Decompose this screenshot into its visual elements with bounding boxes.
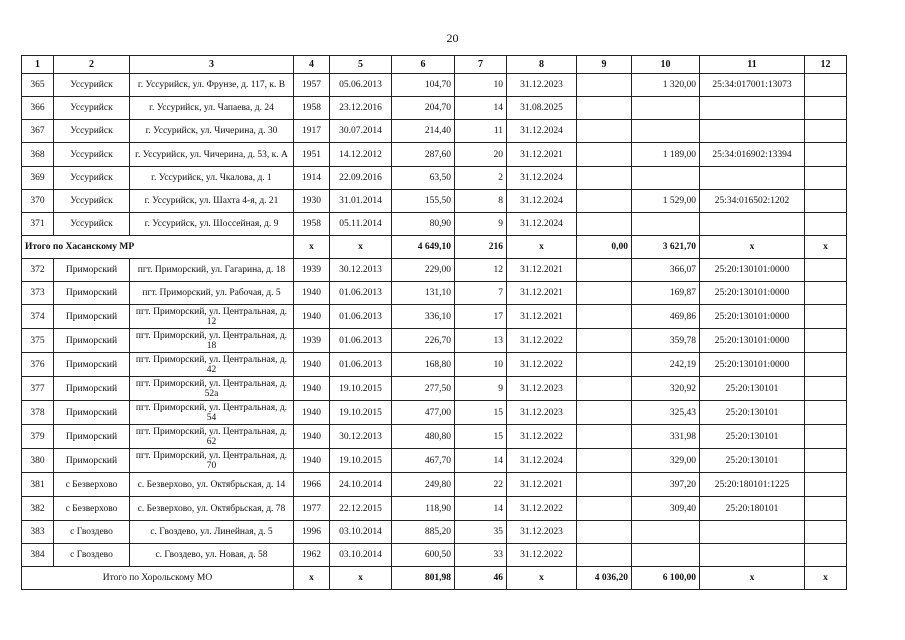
table-cell: пгт. Приморский, ул. Центральная, д. 62 <box>130 425 294 449</box>
table-cell: 374 <box>22 305 54 329</box>
header-cell: 10 <box>632 56 700 74</box>
table-cell: Приморский <box>54 329 130 353</box>
subtotal-cell: х <box>700 236 805 259</box>
table-cell: 329,00 <box>632 449 700 473</box>
header-cell: 4 <box>294 56 330 74</box>
table-cell: 31.12.2023 <box>507 401 577 425</box>
table-cell: 249,80 <box>392 473 455 497</box>
table-cell: 380 <box>22 449 54 473</box>
table-cell <box>632 213 700 236</box>
table-cell: Уссурийск <box>54 143 130 167</box>
table-cell: 31.12.2023 <box>507 74 577 97</box>
table-cell: 25:20:130101:0000 <box>700 329 805 353</box>
header-cell: 9 <box>577 56 632 74</box>
table-cell: 600,50 <box>392 544 455 567</box>
table-cell: 368 <box>22 143 54 167</box>
table-cell: 31.12.2021 <box>507 259 577 282</box>
table-cell <box>805 305 847 329</box>
table-cell <box>632 120 700 143</box>
table-cell: 378 <box>22 401 54 425</box>
table-cell <box>577 377 632 401</box>
table-cell: Уссурийск <box>54 97 130 120</box>
header-cell: 5 <box>330 56 392 74</box>
table-cell: 31.12.2024 <box>507 213 577 236</box>
table-row <box>22 377 847 401</box>
table-cell: с. Безверхово, ул. Октябрьская, д. 14 <box>130 473 294 497</box>
table-cell: 168,80 <box>392 353 455 377</box>
table-cell <box>805 425 847 449</box>
table-cell: 03.10.2014 <box>330 544 392 567</box>
table-cell: 1 320,00 <box>632 74 700 97</box>
table-cell: 25:34:017001:13073 <box>700 74 805 97</box>
table-cell <box>700 167 805 190</box>
table-cell: Уссурийск <box>54 120 130 143</box>
table-cell: 31.12.2022 <box>507 497 577 521</box>
table-cell <box>577 353 632 377</box>
table-cell: 131,10 <box>392 282 455 305</box>
table-cell <box>805 167 847 190</box>
table-cell: г. Уссурийск, ул. Чкалова, д. 1 <box>130 167 294 190</box>
table-cell <box>805 97 847 120</box>
table-cell: 1957 <box>294 74 330 97</box>
table-cell: с. Безверхово, ул. Октябрьская, д. 78 <box>130 497 294 521</box>
header-cell: 12 <box>805 56 847 74</box>
table-cell: г. Уссурийск, ул. Фрунзе, д. 117, к. В <box>130 74 294 97</box>
table-cell: 8 <box>455 190 507 213</box>
table-cell: 31.12.2024 <box>507 120 577 143</box>
table-cell <box>805 401 847 425</box>
table-cell: 31.12.2021 <box>507 143 577 167</box>
table-body <box>22 56 847 590</box>
table-cell <box>577 120 632 143</box>
table-cell: 336,10 <box>392 305 455 329</box>
table-cell <box>577 449 632 473</box>
table-cell: 13 <box>455 329 507 353</box>
table-cell: 320,92 <box>632 377 700 401</box>
table-cell: 25:20:130101 <box>700 377 805 401</box>
table-cell <box>700 97 805 120</box>
table-cell: 369 <box>22 167 54 190</box>
table-cell: с. Гвоздево, ул. Новая, д. 58 <box>130 544 294 567</box>
table-cell: 169,87 <box>632 282 700 305</box>
table-cell: 31.08.2025 <box>507 97 577 120</box>
table-cell: 25:34:016502:1202 <box>700 190 805 213</box>
table-cell: 12 <box>455 259 507 282</box>
table-row <box>22 521 847 544</box>
table-cell: 1940 <box>294 449 330 473</box>
table-cell: 10 <box>455 353 507 377</box>
table-cell: Приморский <box>54 259 130 282</box>
table-cell: 381 <box>22 473 54 497</box>
table-cell: 1930 <box>294 190 330 213</box>
table-cell: 01.06.2013 <box>330 353 392 377</box>
table-cell <box>577 473 632 497</box>
table-cell: 25:20:180101 <box>700 497 805 521</box>
table-cell: 31.12.2022 <box>507 353 577 377</box>
table-cell: г. Уссурийск, ул. Чичерина, д. 30 <box>130 120 294 143</box>
table-cell: 397,20 <box>632 473 700 497</box>
table-row <box>22 544 847 567</box>
table-cell: с. Гвоздево, ул. Линейная, д. 5 <box>130 521 294 544</box>
table-cell <box>577 143 632 167</box>
table-cell: 2 <box>455 167 507 190</box>
table-cell: 379 <box>22 425 54 449</box>
table-cell: Приморский <box>54 401 130 425</box>
table-cell: пгт. Приморский, ул. Центральная, д. 54 <box>130 401 294 425</box>
table-cell <box>805 377 847 401</box>
table-cell <box>577 282 632 305</box>
table-cell: с Гвоздево <box>54 521 130 544</box>
table-cell: 377 <box>22 377 54 401</box>
table-cell: 80,90 <box>392 213 455 236</box>
table-cell: 31.12.2024 <box>507 167 577 190</box>
header-cell: 3 <box>130 56 294 74</box>
table-cell: 885,20 <box>392 521 455 544</box>
table-cell: Уссурийск <box>54 213 130 236</box>
table-cell: 365 <box>22 74 54 97</box>
header-cell: 2 <box>54 56 130 74</box>
subtotal-cell: 0,00 <box>577 236 632 259</box>
housing-table <box>21 55 847 590</box>
table-cell: 229,00 <box>392 259 455 282</box>
table-cell <box>805 143 847 167</box>
table-cell: 1977 <box>294 497 330 521</box>
subtotal-cell: х <box>805 567 847 590</box>
table-cell: 14 <box>455 97 507 120</box>
table-cell <box>577 521 632 544</box>
header-cell: 7 <box>455 56 507 74</box>
table-cell: пгт. Приморский, ул. Центральная, д. 52а <box>130 377 294 401</box>
table-cell: пгт. Приморский, ул. Центральная, д. 12 <box>130 305 294 329</box>
table-row <box>22 282 847 305</box>
table-cell: 1 189,00 <box>632 143 700 167</box>
table-cell: 469,86 <box>632 305 700 329</box>
table-row <box>22 473 847 497</box>
table-cell: 1996 <box>294 521 330 544</box>
subtotal-cell: 4 649,10 <box>392 236 455 259</box>
table-cell: Приморский <box>54 282 130 305</box>
table-cell: 277,50 <box>392 377 455 401</box>
table-cell <box>805 497 847 521</box>
subtotal-row <box>22 567 847 590</box>
table-cell: с Гвоздево <box>54 544 130 567</box>
table-cell: 372 <box>22 259 54 282</box>
table-cell <box>577 167 632 190</box>
table-row <box>22 259 847 282</box>
subtotal-cell: 3 621,70 <box>632 236 700 259</box>
table-cell: 1940 <box>294 282 330 305</box>
table-cell <box>577 544 632 567</box>
subtotal-cell: х <box>330 567 392 590</box>
table-cell <box>577 305 632 329</box>
table-cell: 17 <box>455 305 507 329</box>
table-cell: 287,60 <box>392 143 455 167</box>
table-cell: 31.12.2023 <box>507 521 577 544</box>
table-cell: 20 <box>455 143 507 167</box>
table-cell: пгт. Приморский, ул. Центральная, д. 70 <box>130 449 294 473</box>
table-row <box>22 497 847 521</box>
table-cell <box>805 213 847 236</box>
table-cell: 480,80 <box>392 425 455 449</box>
table-row <box>22 425 847 449</box>
table-cell: 11 <box>455 120 507 143</box>
table-cell: 214,40 <box>392 120 455 143</box>
table-cell: 30.12.2013 <box>330 425 392 449</box>
table-cell: 19.10.2015 <box>330 449 392 473</box>
table-cell: 242,19 <box>632 353 700 377</box>
table-row <box>22 97 847 120</box>
table-cell <box>805 120 847 143</box>
subtotal-label: Итого по Хорольскому МО <box>22 567 294 590</box>
table-cell: 366,07 <box>632 259 700 282</box>
table-cell <box>805 259 847 282</box>
table-cell: 25:20:130101:0000 <box>700 353 805 377</box>
table-cell: 31.12.2023 <box>507 377 577 401</box>
table-cell: 382 <box>22 497 54 521</box>
subtotal-row <box>22 236 847 259</box>
table-cell: 15 <box>455 401 507 425</box>
table-cell <box>632 97 700 120</box>
table-cell: 63,50 <box>392 167 455 190</box>
table-cell: 1940 <box>294 305 330 329</box>
subtotal-cell: х <box>700 567 805 590</box>
table-cell <box>805 473 847 497</box>
subtotal-cell: х <box>507 567 577 590</box>
table-cell: пгт. Приморский, ул. Центральная, д. 42 <box>130 353 294 377</box>
table-cell <box>805 353 847 377</box>
header-cell: 6 <box>392 56 455 74</box>
table-cell: 30.07.2014 <box>330 120 392 143</box>
table-cell: 118,90 <box>392 497 455 521</box>
subtotal-cell: х <box>805 236 847 259</box>
subtotal-cell: 801,98 <box>392 567 455 590</box>
table-cell: 31.01.2014 <box>330 190 392 213</box>
table-cell: 9 <box>455 213 507 236</box>
table-cell: 25:20:130101:0000 <box>700 305 805 329</box>
table-cell <box>805 282 847 305</box>
table-cell: 1 529,00 <box>632 190 700 213</box>
table-cell: 23.12.2016 <box>330 97 392 120</box>
table-cell: 31.12.2022 <box>507 329 577 353</box>
table-cell: 25:20:180101:1225 <box>700 473 805 497</box>
table-cell: пгт. Приморский, ул. Центральная, д. 18 <box>130 329 294 353</box>
header-row <box>22 56 847 74</box>
table-row <box>22 449 847 473</box>
table-cell: 25:20:130101:0000 <box>700 282 805 305</box>
subtotal-cell: х <box>294 236 330 259</box>
subtotal-cell: х <box>330 236 392 259</box>
table-row <box>22 120 847 143</box>
table-cell: 477,00 <box>392 401 455 425</box>
table-cell <box>805 544 847 567</box>
table-cell: 01.06.2013 <box>330 282 392 305</box>
table-cell: 376 <box>22 353 54 377</box>
table-cell: 31.12.2021 <box>507 305 577 329</box>
table-cell: 7 <box>455 282 507 305</box>
table-cell: 31.12.2022 <box>507 544 577 567</box>
table-cell: 384 <box>22 544 54 567</box>
table-row <box>22 167 847 190</box>
table-cell: 30.12.2013 <box>330 259 392 282</box>
table-cell: г. Уссурийск, ул. Чичерина, д. 53, к. А <box>130 143 294 167</box>
table-cell: с Безверхово <box>54 473 130 497</box>
table-cell: 33 <box>455 544 507 567</box>
table-cell: 10 <box>455 74 507 97</box>
table-cell <box>632 167 700 190</box>
table-cell <box>577 497 632 521</box>
table-cell: 01.06.2013 <box>330 305 392 329</box>
subtotal-cell: 46 <box>455 567 507 590</box>
table-cell: Уссурийск <box>54 167 130 190</box>
table-cell: с Безверхово <box>54 497 130 521</box>
table-cell: г. Уссурийск, ул. Шоссейная, д. 9 <box>130 213 294 236</box>
table-cell: 1939 <box>294 259 330 282</box>
table-cell: 31.12.2024 <box>507 449 577 473</box>
table-row <box>22 305 847 329</box>
header-cell: 8 <box>507 56 577 74</box>
table-cell <box>700 544 805 567</box>
table-cell: 25:20:130101:0000 <box>700 259 805 282</box>
table-cell <box>632 544 700 567</box>
table-cell: 25:20:130101 <box>700 425 805 449</box>
table-cell: Приморский <box>54 449 130 473</box>
table-cell: 35 <box>455 521 507 544</box>
table-cell <box>577 425 632 449</box>
table-cell: 226,70 <box>392 329 455 353</box>
table-cell <box>805 74 847 97</box>
table-cell <box>577 97 632 120</box>
table-cell <box>632 521 700 544</box>
table-cell: 1940 <box>294 377 330 401</box>
table-cell: 204,70 <box>392 97 455 120</box>
table-cell: 05.06.2013 <box>330 74 392 97</box>
table-cell: 331,98 <box>632 425 700 449</box>
table-cell <box>700 213 805 236</box>
table-cell: 22.12.2015 <box>330 497 392 521</box>
table-cell: 1951 <box>294 143 330 167</box>
subtotal-cell: х <box>507 236 577 259</box>
table-cell: 1914 <box>294 167 330 190</box>
table-cell: 104,70 <box>392 74 455 97</box>
table-cell: 1966 <box>294 473 330 497</box>
table-cell: 25:20:130101 <box>700 449 805 473</box>
table-cell: 1940 <box>294 353 330 377</box>
table-cell: 05.11.2014 <box>330 213 392 236</box>
table-cell <box>805 190 847 213</box>
table-cell: 373 <box>22 282 54 305</box>
table-cell: 1958 <box>294 213 330 236</box>
table-cell <box>805 521 847 544</box>
table-cell: 03.10.2014 <box>330 521 392 544</box>
table-cell: Приморский <box>54 377 130 401</box>
subtotal-cell: 6 100,00 <box>632 567 700 590</box>
table-cell: Приморский <box>54 305 130 329</box>
table-cell: 25:34:016902:13394 <box>700 143 805 167</box>
table-cell <box>577 329 632 353</box>
table-cell: 19.10.2015 <box>330 377 392 401</box>
table-cell: пгт. Приморский, ул. Гагарина, д. 18 <box>130 259 294 282</box>
table-cell: Уссурийск <box>54 74 130 97</box>
subtotal-cell: 216 <box>455 236 507 259</box>
table-cell: Уссурийск <box>54 190 130 213</box>
table-cell: 31.12.2021 <box>507 473 577 497</box>
table-cell: пгт. Приморский, ул. Рабочая, д. 5 <box>130 282 294 305</box>
table-cell: 14 <box>455 449 507 473</box>
table-cell: 24.10.2014 <box>330 473 392 497</box>
subtotal-cell: х <box>294 567 330 590</box>
table-cell <box>577 213 632 236</box>
table-row <box>22 74 847 97</box>
table-cell: 14 <box>455 497 507 521</box>
table-cell: 19.10.2015 <box>330 401 392 425</box>
table-cell <box>805 449 847 473</box>
table-cell <box>805 329 847 353</box>
table-cell: 1939 <box>294 329 330 353</box>
table-cell: 01.06.2013 <box>330 329 392 353</box>
header-cell: 11 <box>700 56 805 74</box>
table-cell: 1917 <box>294 120 330 143</box>
table-cell: 1958 <box>294 97 330 120</box>
table-cell: 9 <box>455 377 507 401</box>
table-cell: 359,78 <box>632 329 700 353</box>
table-cell <box>577 401 632 425</box>
table-cell: 370 <box>22 190 54 213</box>
table-cell <box>700 521 805 544</box>
table-cell: 25:20:130101 <box>700 401 805 425</box>
table-cell: 1940 <box>294 425 330 449</box>
table-cell: 31.12.2024 <box>507 190 577 213</box>
table-row <box>22 143 847 167</box>
table-cell: 22.09.2016 <box>330 167 392 190</box>
table-cell: 375 <box>22 329 54 353</box>
table-cell: г. Уссурийск, ул. Чапаева, д. 24 <box>130 97 294 120</box>
table-cell: 366 <box>22 97 54 120</box>
table-row <box>22 329 847 353</box>
table-cell <box>577 259 632 282</box>
table-cell: г. Уссурийск, ул. Шахта 4-я, д. 21 <box>130 190 294 213</box>
table-cell: 31.12.2021 <box>507 282 577 305</box>
table-cell: 371 <box>22 213 54 236</box>
table-cell: 309,40 <box>632 497 700 521</box>
table-row <box>22 401 847 425</box>
table-cell: 1962 <box>294 544 330 567</box>
table-row <box>22 190 847 213</box>
table-cell: 15 <box>455 425 507 449</box>
table-row <box>22 213 847 236</box>
table-cell: 1940 <box>294 401 330 425</box>
table-cell <box>577 190 632 213</box>
table-cell: 14.12.2012 <box>330 143 392 167</box>
table-cell: 367 <box>22 120 54 143</box>
table-cell: 31.12.2022 <box>507 425 577 449</box>
table-cell: Приморский <box>54 425 130 449</box>
table-cell: Приморский <box>54 353 130 377</box>
table-cell: 467,70 <box>392 449 455 473</box>
table-cell: 325,43 <box>632 401 700 425</box>
page-number: 20 <box>446 31 459 45</box>
table-cell: 383 <box>22 521 54 544</box>
table-row <box>22 353 847 377</box>
table-cell <box>700 120 805 143</box>
table-cell: 22 <box>455 473 507 497</box>
subtotal-cell: 4 036,20 <box>577 567 632 590</box>
table-cell <box>577 74 632 97</box>
header-cell: 1 <box>22 56 54 74</box>
subtotal-label: Итого по Хасанскому МР <box>22 236 294 259</box>
table-cell: 155,50 <box>392 190 455 213</box>
